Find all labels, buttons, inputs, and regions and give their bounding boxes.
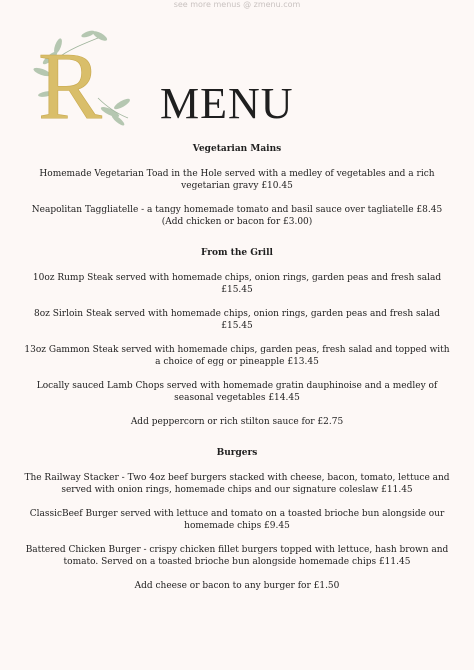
section-burgers	[0, 448, 474, 592]
menu-item: Battered Chicken Burger - crispy chicken fillet burgers topped with lettuce, hash brown and tomato. Served on a toasted brioche bun alongside homemade chips £11.45	[25, 545, 449, 567]
menu-item: Homemade Vegetarian Toad in the Hole served with a medley of vegetables and a rich vegetarian gravy £10.45	[39, 169, 435, 191]
monogram-letter: R	[38, 32, 103, 128]
section-grill	[0, 248, 474, 428]
menu-item: Add cheese or bacon to any burger for £1.50	[134, 581, 340, 591]
menu-item: The Railway Stacker - Two 4oz beef burgers stacked with cheese, bacon, tomato, lettuce and served with onion rings, homemade chips and our signature coleslaw £11.45	[24, 473, 450, 495]
menu-item: 10oz Rump Steak served with homemade chips, onion rings, garden peas and fresh salad £15.45	[32, 273, 442, 295]
section-title: From the Grill	[201, 248, 273, 258]
menu-content	[0, 144, 474, 592]
menu-item: Add peppercorn or rich stilton sauce for £2.75	[130, 417, 344, 427]
logo-monogram	[28, 28, 138, 128]
section-title: Vegetarian Mains	[192, 144, 282, 154]
menu-item: 8oz Sirloin Steak served with homemade chips, onion rings, garden peas and fresh salad £15.45	[34, 309, 440, 331]
menu-item: 13oz Gammon Steak served with homemade chips, garden peas, fresh salad and topped with a choice of egg or pineapple £13.45	[24, 345, 450, 367]
section-title: Burgers	[216, 448, 258, 458]
watermark: see more menus @ zmenu.com	[173, 0, 301, 9]
menu-item: Locally sauced Lamb Chops served with homemade gratin dauphinoise and a medley of seasonal vegetables £14.45	[36, 381, 438, 403]
section-vegetarian	[0, 144, 474, 228]
menu-item: Neapolitan Taggliatelle - a tangy homemade tomato and basil sauce over tagliatelle £8.45 (Add chicken or bacon for £3.00)	[31, 205, 443, 227]
page-title: MENU	[160, 79, 294, 128]
menu-item: ClassicBeef Burger served with lettuce and tomato on a toasted brioche bun alongside our homemade chips £9.45	[29, 509, 445, 531]
